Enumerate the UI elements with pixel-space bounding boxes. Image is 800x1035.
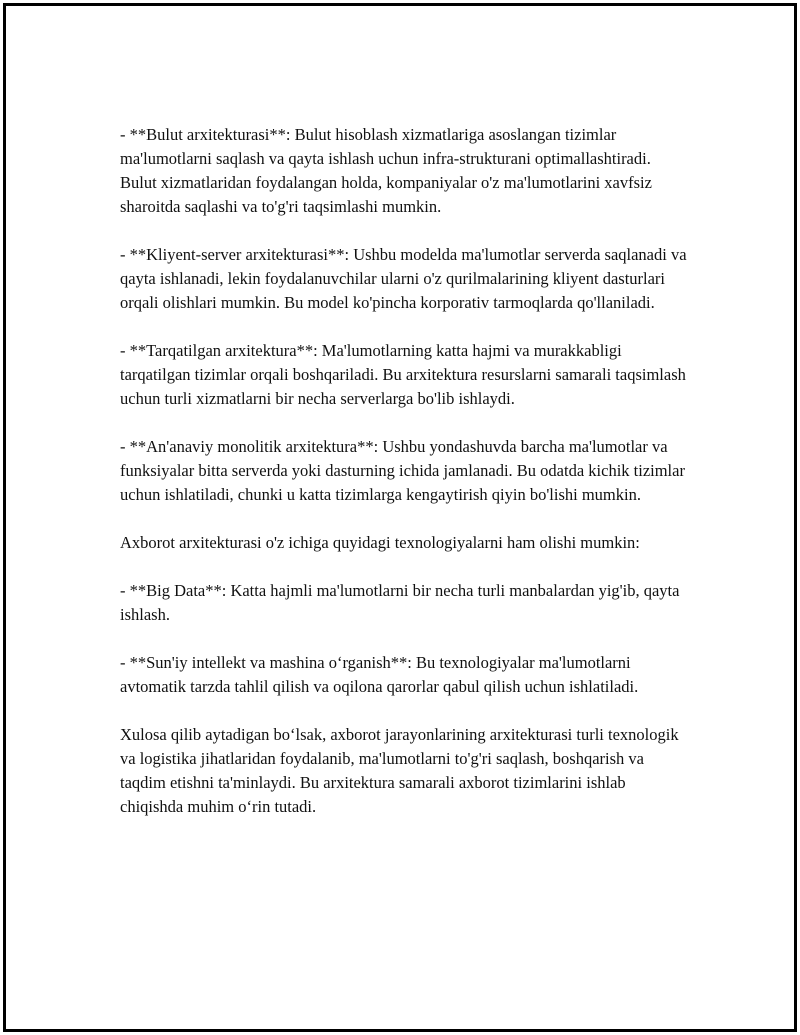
paragraph-conclusion: Xulosa qilib aytadigan bo‘lsak, axborot jarayonlarining arxitekturasi turli texnologik va logistika jihatlaridan foydalanib, ma'lumotlarni to'g'ri saqlash, boshqarish va taqdim etishni ta'minlaydi. Bu arxitektura samarali axborot tizimlarini ishlab chiqishda muhim o‘rin tutadi. <box>120 725 679 816</box>
paragraph-cloud-architecture: - **Bulut arxitekturasi**: Bulut hisoblash xizmatlariga asoslangan tizimlar ma'lumotlarni saqlash va qayta ishlash uchun infra-strukturani optimallashtiradi. Bulut xizmatlaridan foydalangan holda, kompaniyalar o'z ma'lumotlarini xavfsiz sharoitda saqlashi va to'g'ri taqsimlashi mumkin. <box>120 125 652 216</box>
paragraph-big-data: - **Big Data**: Katta hajmli ma'lumotlarni bir necha turli manbalardan yig'ib, qayta ishlash. <box>120 581 680 624</box>
page-frame <box>3 3 797 1032</box>
paragraph-technologies-intro: Axborot arxitekturasi o'z ichiga quyidagi texnologiyalarni ham olishi mumkin: <box>120 533 640 552</box>
paragraph-ai-ml: - **Sun'iy intellekt va mashina o‘rganish**: Bu texnologiyalar ma'lumotlarni avtomatik tarzda tahlil qilish va oqilona qarorlar qabul qilish uchun ishlatiladi. <box>120 653 639 696</box>
paragraph-distributed-architecture: - **Tarqatilgan arxitektura**: Ma'lumotlarning katta hajmi va murakkabligi tarqatilgan tizimlar orqali boshqariladi. Bu arxitektura resurslarni samarali taqsimlash uchun turli xizmatlarni bir necha serverlarga bo'lib ishlaydi. <box>120 341 686 408</box>
document-body <box>120 123 690 843</box>
paragraph-client-server-architecture: - **Kliyent-server arxitekturasi**: Ushbu modelda ma'lumotlar serverda saqlanadi va qayta ishlanadi, lekin foydalanuvchilar ularni o'z qurilmalarining kliyent dasturlari orqali olishlari mumkin. Bu model ko'pincha korporativ tarmoqlarda qo'llaniladi. <box>120 245 687 312</box>
paragraph-monolithic-architecture: - **An'anaviy monolitik arxitektura**: Ushbu yondashuvda barcha ma'lumotlar va funksiyalar bitta serverda yoki dasturning ichida jamlanadi. Bu odatda kichik tizimlar uchun ishlatiladi, chunki u katta tizimlarga kengaytirish qiyin bo'lishi mumkin. <box>120 437 685 504</box>
